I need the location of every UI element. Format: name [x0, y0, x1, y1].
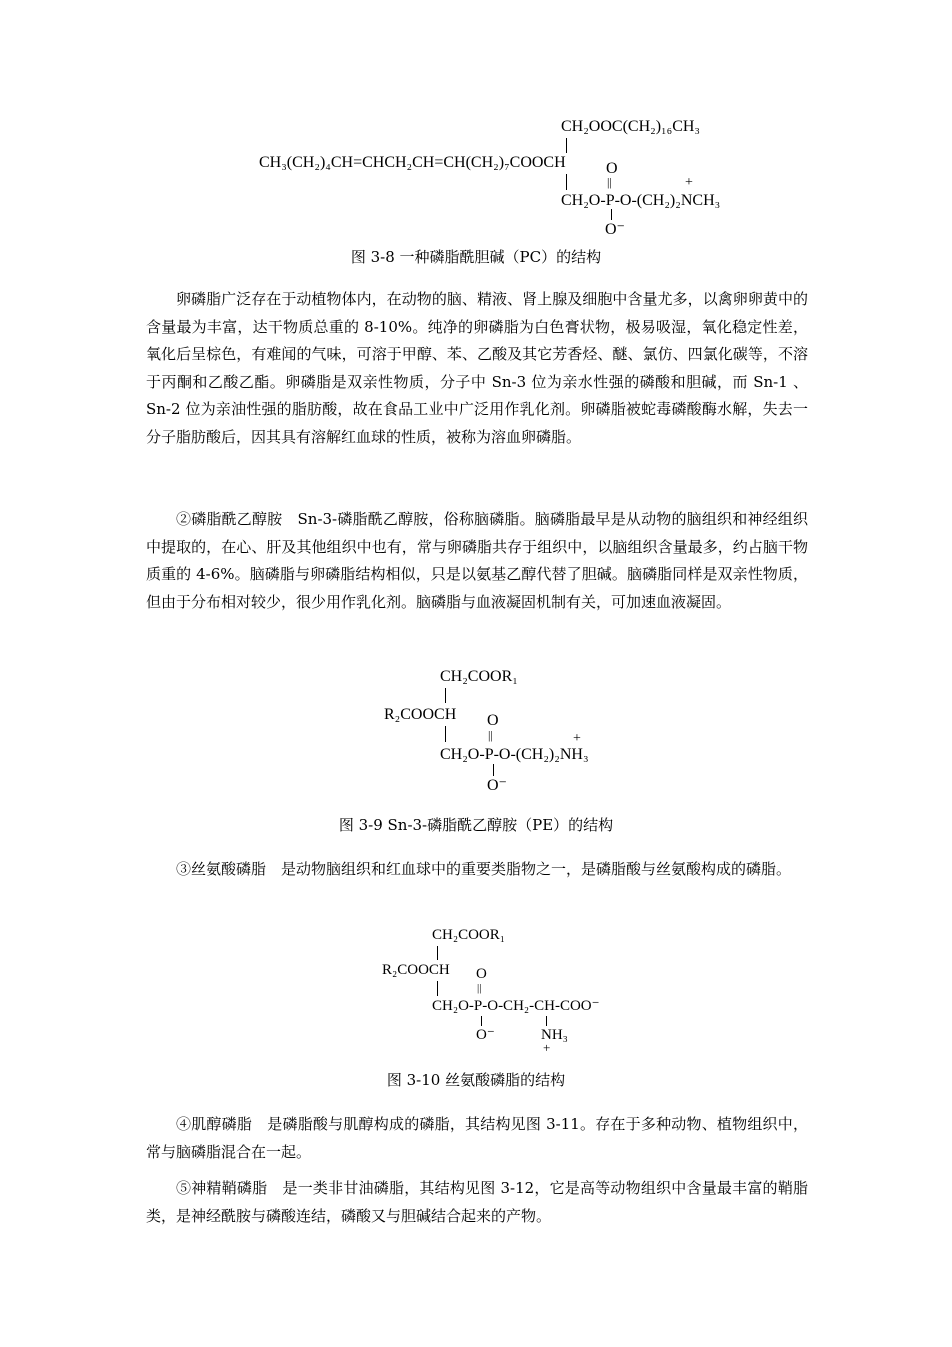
fig310-bond-3 — [481, 1016, 482, 1026]
fig38-sn1-chain: CH₂OOC(CH₂)₁₆CH₃ — [561, 118, 701, 135]
fig310-plus-charge: + — [543, 1040, 551, 1055]
fig310-sn2-chain: R₂COOCH — [382, 962, 450, 978]
fig310-bond-1 — [437, 946, 438, 960]
fig38-double-bond: || — [607, 175, 612, 189]
fig39-oxygen-top: O — [487, 712, 499, 729]
fig310-bond-4 — [546, 1016, 547, 1026]
fig310-sn1-chain: CH₂COOR₁ — [432, 927, 505, 943]
paragraph-sphingomyelin — [146, 1175, 808, 1230]
fig39-oxygen-minus: O⁻ — [487, 777, 507, 794]
paragraph-sphingomyelin-text: ⑤神精鞘磷脂 是一类非甘油磷脂，其结构见图 3-12，它是高等动物组织中含量最丰富的鞘脂类，是神经酰胺与磷酸连结，磷酸又与胆碱结合起来的产物。 — [146, 1179, 808, 1225]
paragraph-cephalin-text: ②磷脂酰乙醇胺 Sn-3-磷脂酰乙醇胺，俗称脑磷脂。脑磷脂最早是从动物的脑组织和神经组织中提取的，在心、肝及其他组织中也有，常与卵磷脂共存于组织中，以脑组织含量最多，约占脑干物质重的 4-6%。脑磷脂与卵磷脂结构相似，只是以氨基乙醇代替了胆碱。脑磷脂同样是双亲性物质，但由于分布相对较少，很少用作乳化剂。脑磷脂与血液凝固机制有关，可加速血液凝固。 — [146, 510, 808, 611]
fig38-oxygen-minus: O⁻ — [605, 221, 625, 238]
paragraph-serine-text: ③丝氨酸磷脂 是动物脑组织和红血球中的重要类脂物之一，是磷脂酸与丝氨酸构成的磷脂。 — [176, 860, 792, 878]
fig310-oxygen-minus: O⁻ — [476, 1027, 495, 1043]
fig310-bond-2 — [437, 981, 438, 996]
figure-3-10-caption: 图 3-10 丝氨酸磷脂的结构 — [386, 1071, 566, 1089]
fig39-sn2-chain: R₂COOCH — [384, 706, 457, 723]
fig39-plus-charge: + — [573, 731, 581, 746]
fig38-head-group: CH₂O-P-O-(CH₂)₂NCH₃ — [561, 192, 721, 209]
fig38-plus-charge: + — [685, 175, 693, 190]
fig39-sn1-chain: CH₂COOR₁ — [440, 668, 518, 685]
fig310-oxygen-top: O — [476, 966, 487, 982]
fig38-sn2-chain: CH₃(CH₂)₄CH=CHCH₂CH=CH(CH₂)₇COOCH — [259, 154, 566, 171]
paragraph-inositol-text: ④肌醇磷脂 是磷脂酸与肌醇构成的磷脂，其结构见图 3-11。存在于多种动物、植物组织中，常与脑磷脂混合在一起。 — [146, 1115, 808, 1161]
figure-3-8-caption: 图 3-8 一种磷脂酰胆碱（PC）的结构 — [350, 248, 602, 266]
fig39-double-bond: || — [488, 728, 493, 742]
fig310-head-group: CH₂O-P-O-CH₂-CH-COO⁻ — [432, 998, 600, 1014]
fig38-oxygen-top: O — [606, 160, 618, 177]
paragraph-inositol — [146, 1111, 808, 1166]
fig310-amino-group: NH₃ — [541, 1027, 568, 1043]
figure-3-9-caption: 图 3-9 Sn-3-磷脂酰乙醇胺（PE）的结构 — [338, 816, 614, 834]
paragraph-lecithin-text: 卵磷脂广泛存在于动植物体内，在动物的脑、精液、肾上腺及细胞中含量尤多，以禽卵卵黄中的含量最为丰富，达干物质总重的 8-10%。纯净的卵磷脂为白色膏状物，极易吸湿，氧化稳定性差，氧化后呈棕色，有难闻的气味，可溶于甲醇、苯、乙酸及其它芳香烃、醚、氯仿、四氯化碳等，不溶于丙酮和乙酸乙酯。卵磷脂是双亲性物质，分子中 Sn-3 位为亲水性强的磷酸和胆碱，而 Sn-1 、Sn-2 位为亲油性强的脂肪酸，故在食品工业中广泛用作乳化剂。卵磷脂被蛇毒磷酸酶水解，失去一分子脂肪酸后，因其具有溶解红血球的性质，被称为溶血卵磷脂。 — [146, 290, 808, 446]
fig39-head-group: CH₂O-P-O-(CH₂)₂NH₃ — [440, 746, 589, 763]
fig310-double-bond: || — [477, 982, 482, 994]
